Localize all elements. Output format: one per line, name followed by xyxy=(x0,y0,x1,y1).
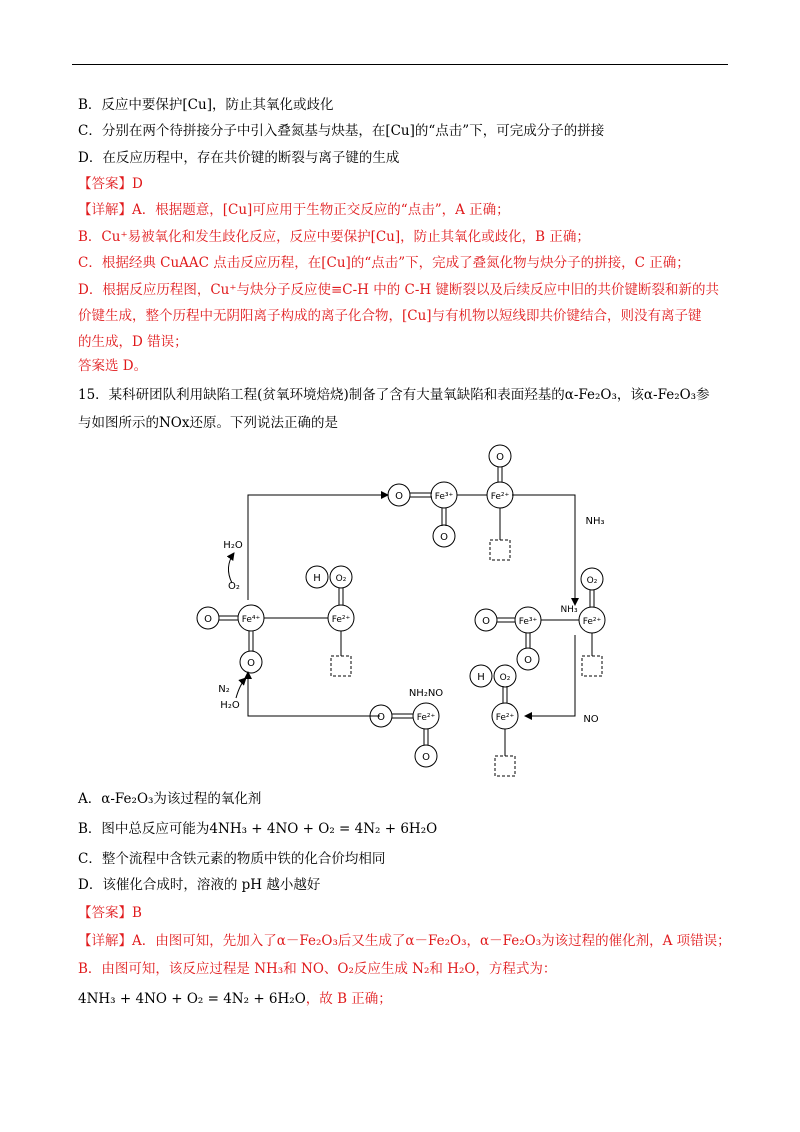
h2o-label: H₂O xyxy=(220,700,240,711)
q15-equation-tail: ，故 B 正确； xyxy=(305,991,392,1007)
nh2no-label: NH₂NO xyxy=(408,688,444,699)
q14-conclusion: 答案选 D。 xyxy=(78,358,148,374)
o2-label: O₂ xyxy=(335,574,347,584)
nox-reduction-cycle-diagram xyxy=(0,440,800,780)
o-label: O xyxy=(440,532,448,543)
q14-option-c: C．分别在两个待拼接分子中引入叠氮基与炔基，在[Cu]的“点击”下，可完成分子的拼接 xyxy=(78,123,605,139)
q14-answer: 【答案】D xyxy=(78,176,143,192)
q14-detail-d-1: D．根据反应历程图，Cu⁺与炔分子反应使≡C-H 中的 C-H 键断裂以及后续反应中旧的共价键断裂和新的共 xyxy=(78,282,719,298)
q14-detail-d-2: 价键生成，整个历程中无阴阳离子构成的离子化合物，[Cu]与有机物以短线即共价键结合，则没有离子键 xyxy=(78,308,702,324)
fe2-label: Fe²⁺ xyxy=(331,615,351,625)
fe2-label: Fe²⁺ xyxy=(582,617,602,627)
q15-answer: 【答案】B xyxy=(78,905,142,921)
no-label: NO xyxy=(583,714,599,725)
q14-detail-d-3: 的生成，D 错误； xyxy=(78,334,188,350)
q15-detail-a: 【详解】A．由图可知，先加入了α－Fe₂O₃后又生成了α－Fe₂O₃，α－Fe₂O₃为该过程的催化剂，A 项错误； xyxy=(78,933,731,949)
q15-stem-1: 15．某科研团队利用缺陷工程(贫氧环境焙烧)制备了含有大量氧缺陷和表面羟基的α-Fe₂O₃，该α-Fe₂O₃参 xyxy=(78,387,710,403)
q15-option-d: D．该催化合成时，溶液的 pH 越小越好 xyxy=(78,877,321,893)
fe4-label: Fe⁴⁺ xyxy=(241,615,261,625)
q15-option-c: C．整个流程中含铁元素的物质中铁的化合价均相同 xyxy=(78,851,386,867)
o-label: O xyxy=(422,752,430,763)
q15-equation: 4NH₃ + 4NO + O₂ = 4N₂ + 6H₂O xyxy=(78,991,306,1007)
o-label: O xyxy=(247,658,255,669)
fe2-label: Fe²⁺ xyxy=(490,492,510,502)
o-label: O xyxy=(496,452,504,463)
o2-label: O₂ xyxy=(499,673,511,683)
q15-option-b: B．图中总反应可能为4NH₃ + 4NO + O₂ = 4N₂ + 6H₂O xyxy=(78,821,438,837)
fe2-label: Fe²⁺ xyxy=(416,713,436,723)
q15-detail-b: B．由图可知，该反应过程是 NH₃和 NO、O₂反应生成 N₂和 H₂O，方程式为： xyxy=(78,961,557,977)
h-label: H xyxy=(313,573,321,584)
o2-label: O₂ xyxy=(586,576,598,586)
o-label: O xyxy=(524,655,532,666)
q14-option-b: B．反应中要保护[Cu]，防止其氧化或歧化 xyxy=(78,97,334,113)
q15-equation-line xyxy=(78,990,392,1008)
q15-option-a: A．α-Fe₂O₃为该过程的氧化剂 xyxy=(78,791,262,807)
o-label: O xyxy=(395,491,403,502)
n2-label: N₂ xyxy=(218,684,230,695)
o-label: O xyxy=(377,712,385,723)
fe2-label: Fe²⁺ xyxy=(495,713,515,723)
q14-option-d: D．在反应历程中，存在共价键的断裂与离子键的生成 xyxy=(78,150,400,166)
o2-label: O₂ xyxy=(228,581,240,592)
nh3-label: NH₃ xyxy=(585,516,605,527)
header-rule xyxy=(72,64,728,65)
h2o-label: H₂O xyxy=(223,540,243,551)
o-label: O xyxy=(482,616,490,627)
q14-detail-a: 【详解】A．根据题意，[Cu]可应用于生物正交反应的“点击”，A 正确； xyxy=(78,202,510,218)
fe3-label: Fe³⁺ xyxy=(434,492,454,502)
nh3-label: NH₃ xyxy=(560,605,578,615)
o-label: O xyxy=(204,614,212,625)
q15-stem-2: 与如图所示的NOx还原。下列说法正确的是 xyxy=(78,415,338,431)
fe3-label: Fe³⁺ xyxy=(518,617,538,627)
q14-detail-c: C．根据经典 CuAAC 点击反应历程，在[Cu]的“点击”下，完成了叠氮化物与炔分子的拼接，C 正确； xyxy=(78,255,690,271)
q14-detail-b: B．Cu⁺易被氧化和发生歧化反应，反应中要保护[Cu]，防止其氧化或歧化，B 正确； xyxy=(78,229,590,245)
h-label: H xyxy=(477,672,485,683)
